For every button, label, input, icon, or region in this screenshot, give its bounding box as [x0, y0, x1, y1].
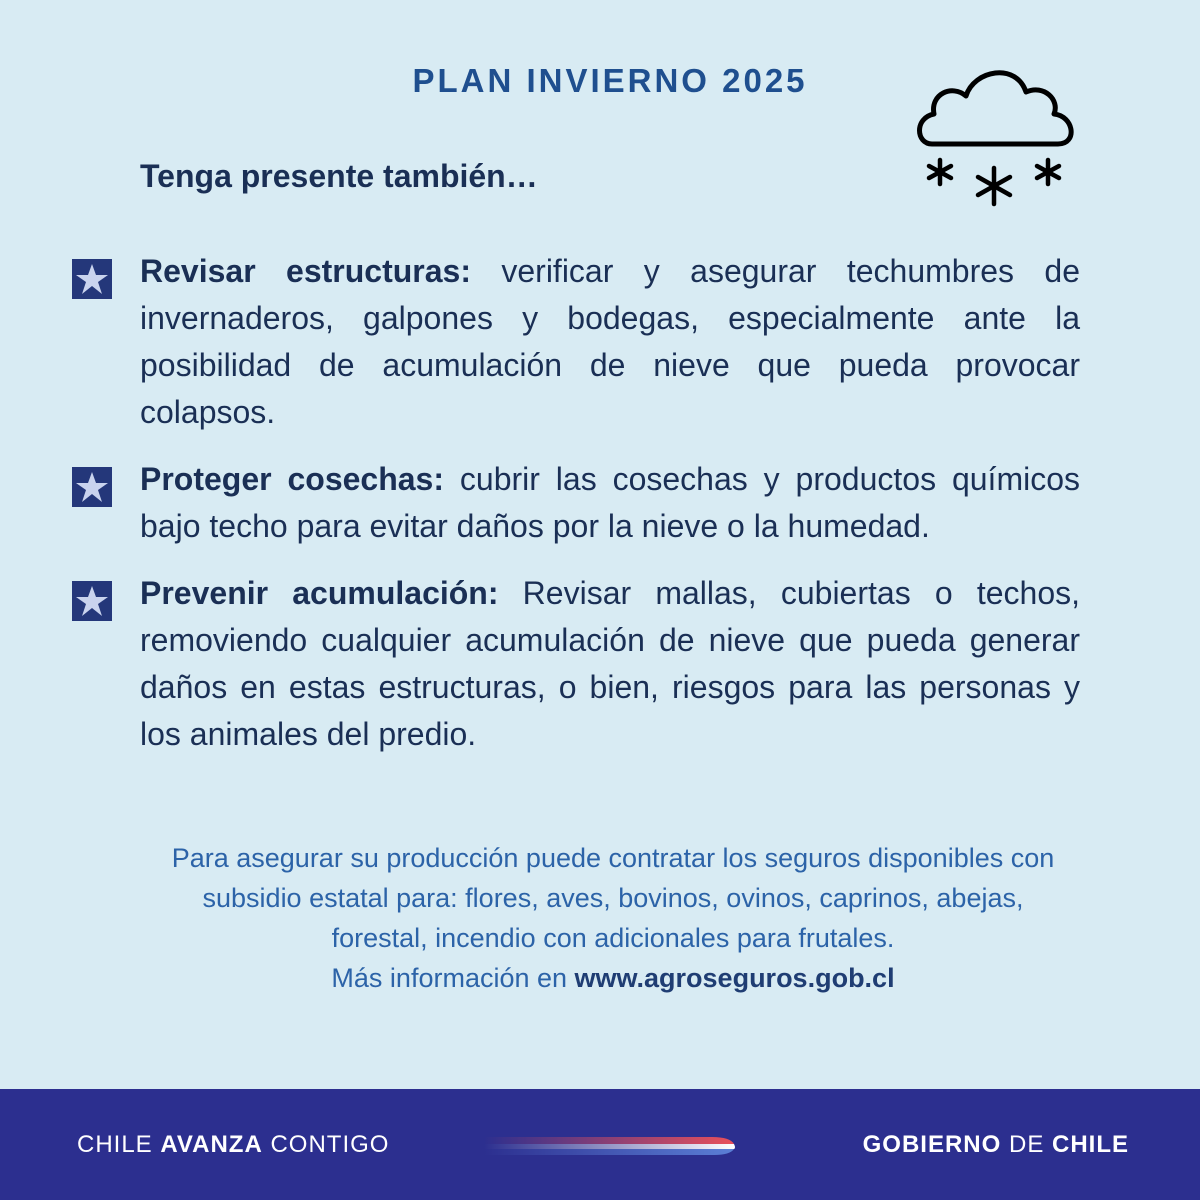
tip-text	[140, 456, 1080, 550]
website-link[interactable]: www.agroseguros.gob.cl	[574, 963, 895, 993]
list-item	[72, 456, 1080, 550]
flag-stripe-icon	[484, 1134, 738, 1156]
tip-text	[140, 248, 1080, 436]
section-subtitle: Tenga presente también…	[140, 158, 538, 194]
note-line: forestal, incendio con adicionales para frutales.	[331, 923, 895, 953]
tip-heading: Proteger cosechas:	[140, 461, 445, 497]
tip-text	[140, 570, 1080, 758]
note-line	[60, 958, 1166, 998]
slogan-part: AVANZA	[160, 1131, 263, 1158]
tip-body: verificar y asegurar techumbres de invernaderos, galpones y bodegas, especialmente ante la posibilidad de acumulación de nieve que pueda provocar colapsos.	[140, 253, 1081, 430]
list-item	[72, 570, 1080, 758]
insurance-note	[60, 838, 1166, 998]
list-item	[72, 248, 1080, 436]
gov-part: CHILE	[1052, 1131, 1129, 1158]
chile-star-icon	[72, 581, 112, 621]
page-title: PLAN INVIERNO 2025	[412, 62, 808, 99]
chile-star-icon	[72, 259, 112, 299]
chile-star-icon	[72, 467, 112, 507]
snow-cloud-icon	[912, 56, 1082, 216]
tips-list	[72, 248, 1080, 778]
tip-body: cubrir las cosechas y productos químicos bajo techo para evitar daños por la nieve o la humedad.	[140, 461, 1081, 544]
tip-heading: Revisar estructuras:	[140, 253, 471, 289]
gov-part: GOBIERNO	[862, 1131, 1002, 1158]
government-label	[863, 1131, 1129, 1159]
note-line: subsidio estatal para: flores, aves, bovinos, ovinos, caprinos, abejas,	[202, 883, 1024, 913]
more-info-label: Más información en	[331, 963, 575, 993]
footer-bar	[0, 1089, 1200, 1200]
tip-heading: Prevenir acumulación:	[140, 575, 499, 611]
slogan-part: CHILE	[77, 1131, 161, 1158]
tip-body: Revisar mallas, cubiertas o techos, removiendo cualquier acumulación de nieve que pueda generar daños en estas estructuras, o bien, riesgos para las personas y los animales del predio.	[140, 575, 1081, 752]
gov-part: DE	[1001, 1131, 1052, 1158]
slogan-part: CONTIGO	[262, 1131, 390, 1158]
note-line: Para asegurar su producción puede contratar los seguros disponibles con	[171, 843, 1055, 873]
campaign-slogan	[77, 1131, 389, 1159]
